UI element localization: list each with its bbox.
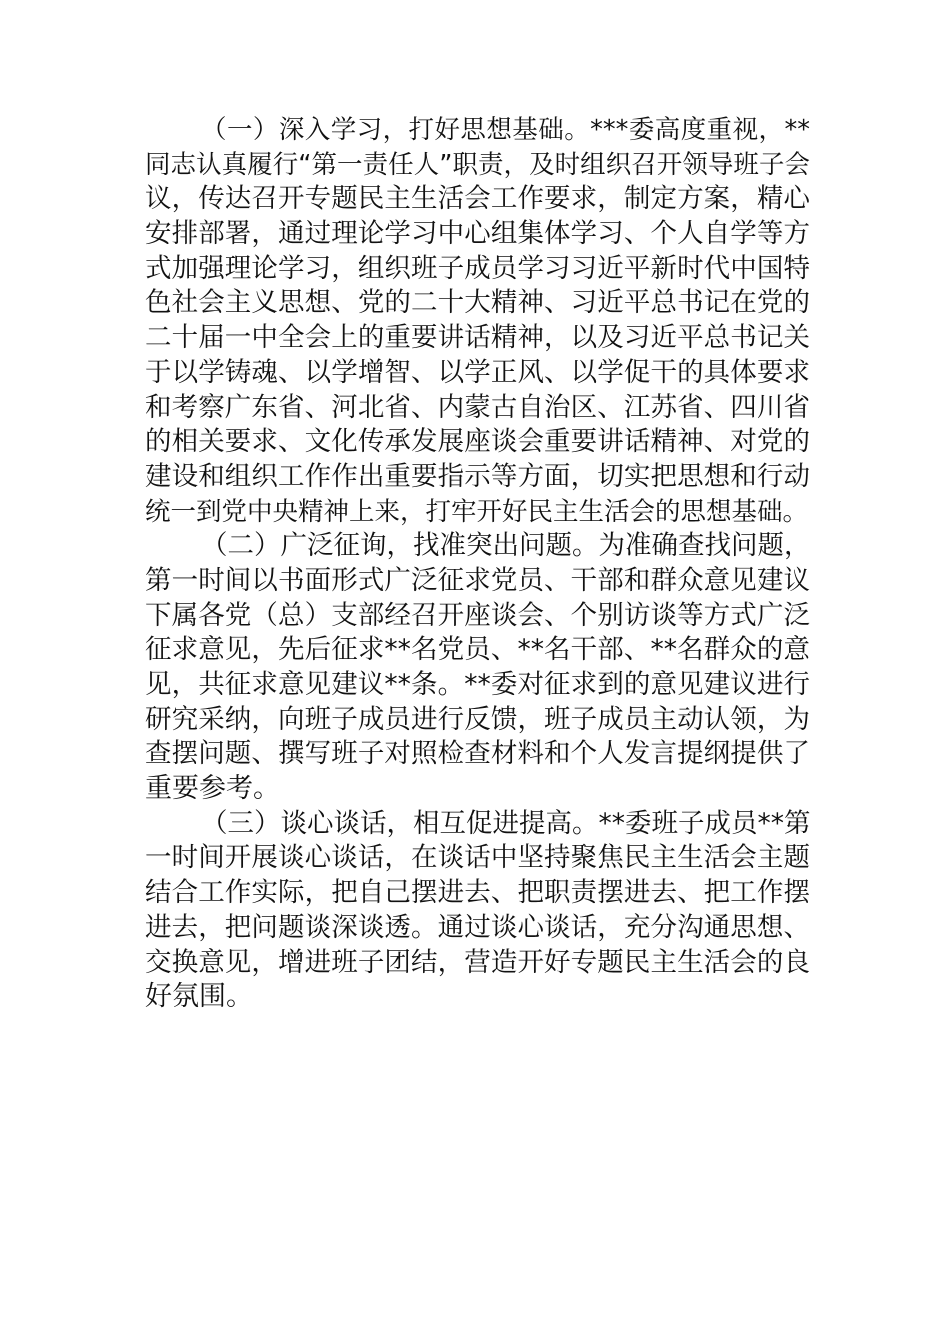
paragraph-line: （一）深入学习，打好思想基础。***委高度重视，**	[201, 115, 810, 145]
paragraph-consultation	[145, 529, 810, 807]
document-body	[145, 113, 810, 1015]
paragraph-line: 的相关要求、文化传承发展座谈会重要讲话精神、对党的	[145, 426, 810, 458]
paragraph-line: （二）广泛征询，找准突出问题。为准确查找问题，	[201, 530, 811, 562]
paragraph-line: （三）谈心谈话，相互促进提高。**委班子成员**第	[201, 807, 811, 839]
paragraph-line: 议，传达召开专题民主生活会工作要求，制定方案，精心	[145, 183, 810, 215]
paragraph-line: 交换意见，增进班子团结，营造开好专题民主生活会的良	[145, 946, 810, 978]
paragraph-line: 见，共征求意见建议**条。**委对征求到的意见建议进行	[145, 669, 810, 700]
paragraph-study	[145, 113, 810, 529]
paragraph-line: 好氛围。	[145, 981, 253, 1013]
paragraph-line: 式加强理论学习，组织班子成员学习习近平新时代中国特	[145, 252, 810, 284]
paragraph-line: 下属各党（总）支部经召开座谈会、个别访谈等方式广泛	[145, 599, 810, 631]
paragraph-line: 二十届一中全会上的重要讲话精神，以及习近平总书记关	[145, 322, 810, 354]
paragraph-line: 同志认真履行“第一责任人”职责，及时组织召开领导班子会	[145, 149, 810, 180]
paragraph-line: 于以学铸魂、以学增智、以学正风、以学促干的具体要求	[145, 356, 810, 388]
paragraph-line: 研究采纳，向班子成员进行反馈，班子成员主动认领，为	[145, 703, 810, 735]
paragraph-line: 和考察广东省、河北省、内蒙古自治区、江苏省、四川省	[145, 391, 810, 423]
paragraph-heart-to-heart	[145, 807, 810, 1015]
paragraph-line: 建设和组织工作作出重要指示等方面，切实把思想和行动	[145, 460, 810, 492]
paragraph-line: 安排部署，通过理论学习中心组集体学习、个人自学等方	[145, 218, 810, 250]
paragraph-line: 统一到党中央精神上来，打牢开好民主生活会的思想基础。	[145, 496, 809, 527]
paragraph-line: 一时间开展谈心谈话，在谈话中坚持聚焦民主生活会主题	[145, 842, 810, 874]
paragraph-line: 第一时间以书面形式广泛征求党员、干部和群众意见建议	[145, 564, 810, 596]
paragraph-line: 查摆问题、撰写班子对照检查材料和个人发言提纲提供了	[145, 738, 810, 770]
paragraph-line: 色社会主义思想、党的二十大精神、习近平总书记在党的	[145, 287, 810, 319]
paragraph-line: 结合工作实际，把自己摆进去、把职责摆进去、把工作摆	[145, 877, 810, 909]
paragraph-line: 征求意见，先后征求**名党员、**名干部、**名群众的意	[145, 634, 810, 666]
paragraph-line: 进去，把问题谈深谈透。通过谈心谈话，充分沟通思想、	[145, 911, 810, 943]
paragraph-line: 重要参考。	[145, 773, 280, 805]
